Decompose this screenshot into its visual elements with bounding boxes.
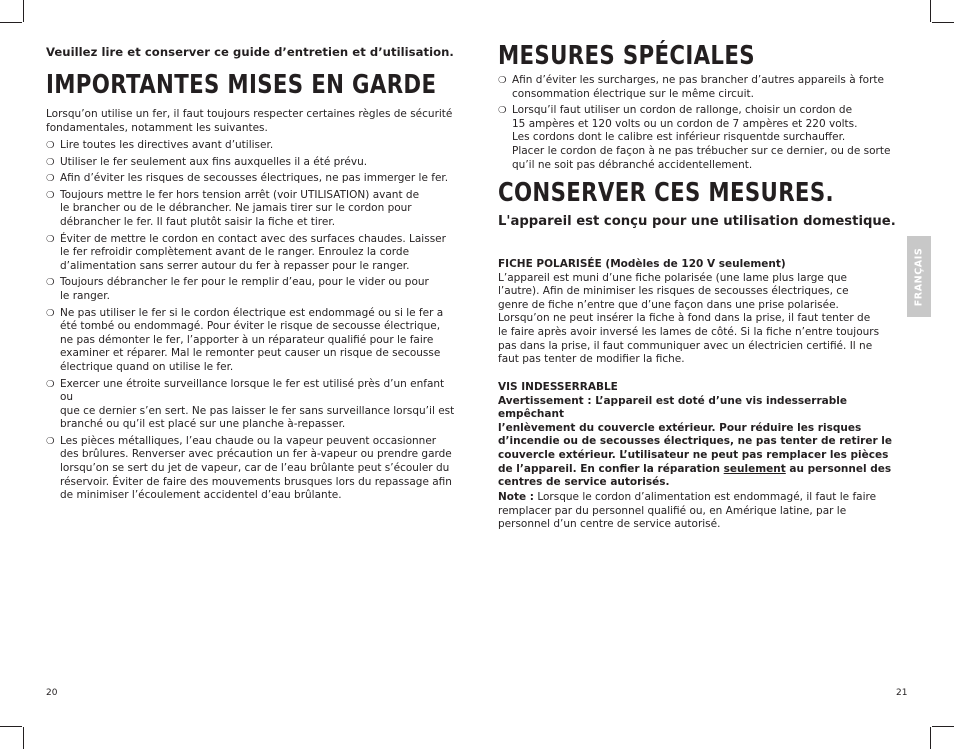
intro-line: Veuillez lire et conserver ce guide d’entretien et d’utilisation. — [46, 45, 454, 59]
list-item-line: réservoir. Éviter de faire des mouvements brusques lors du repassage afin — [60, 475, 452, 488]
list-item-line: été tombé ou endommagé. Pour éviter le risque de secousse électrique, — [60, 320, 441, 333]
list-item-line: ❍ Lire toutes les directives avant d’utiliser. — [60, 139, 274, 151]
list-item-line: ❍ Afin d’éviter les surcharges, ne pas brancher d’autres appareils à forte — [512, 74, 884, 86]
list-item-line: ❍ Exercer une étroite surveillance lorsque le fer est utilisé près d’un enfant ou — [60, 377, 445, 404]
list-item — [46, 172, 458, 186]
list-item-line: d’alimentation sans serrer autour du fer à repasser pour le ranger. — [60, 259, 410, 272]
list-item — [46, 435, 458, 503]
tamper-screw-line: de l’appareil. En confier la réparation seulement au personnel des — [498, 462, 892, 475]
polarized-plug-text — [498, 272, 896, 367]
text-line: Lorsqu’on ne peut insérer la fiche à fond dans la prise, il faut tenter de — [498, 312, 871, 325]
list-item-line: électrique quand on utilise le fer. — [60, 360, 234, 373]
list-item — [46, 156, 458, 170]
crop-mark — [932, 726, 954, 727]
crop-mark — [930, 0, 931, 22]
list-item-line: lorsqu’on se sert du jet de vapeur, car de l’eau brûlante peut s’écouler du — [60, 462, 450, 475]
list-item-line: ne pas démonter le fer, l’apporter à un réparateur qualifié pour le faire — [60, 333, 434, 346]
list-item-line: ❍ Éviter de mettre le cordon en contact avec des surfaces chaudes. Laisser — [60, 232, 446, 245]
crop-mark — [930, 727, 931, 749]
lead-paragraph: Lorsqu’on utilise un fer, il faut toujours respecter certaines règles de sécurité fondamentales, notamment les suivantes. — [46, 108, 453, 134]
list-item-line: Les cordons dont le calibre est inférieur risquentde surchauffer. — [512, 131, 846, 144]
crop-mark — [0, 22, 22, 23]
text-line: L’appareil est muni d’une fiche polarisée (une lame plus large que — [498, 271, 847, 284]
list-item — [46, 139, 458, 153]
list-item — [498, 74, 896, 101]
text-line: d’incendie ou de secousses électriques, ne pas tenter de retirer le — [498, 435, 893, 448]
list-item — [46, 307, 458, 375]
text-line: l’enlèvement du couvercle extérieur. Pour réduire les risques — [498, 421, 862, 434]
polarized-plug-section — [498, 258, 896, 367]
language-tab — [907, 236, 931, 317]
crop-mark — [932, 22, 954, 23]
crop-mark — [23, 0, 24, 22]
household-use-subheading: L'appareil est conçu pour une utilisation domestique. — [498, 214, 896, 229]
list-item-line: ❍ Afin d’éviter les risques de secousses électriques, ne pas immerger le fer. — [60, 172, 449, 185]
list-item-line: branché ou qu’il est placé sur une planche à-repasser. — [60, 418, 346, 431]
tamper-screw-title: VIS INDESSERRABLE — [498, 381, 618, 393]
list-item-line: ❍ Toujours débrancher le fer pour le remplir d’eau, pour le vider ou pour — [60, 276, 429, 289]
list-item-line: examiner et réparer. Mal le remonter peut causer un risque de secousse — [60, 347, 441, 360]
polarized-plug-title: FICHE POLARISÉE (Modèles de 120 V seulement) — [498, 258, 786, 270]
list-item-line: ❍ Ne pas utiliser le fer si le cordon électrique est endommagé ou si le fer a — [60, 306, 444, 319]
crop-mark — [23, 727, 24, 749]
note-text — [498, 505, 896, 532]
note-section — [498, 491, 896, 532]
list-item-line: ❍ Utiliser le fer seulement aux fins auxquelles il a été prévu. — [60, 155, 368, 168]
list-item-line: ❍ Lorsqu’il faut utiliser un cordon de rallonge, choisir un cordon de — [512, 104, 853, 117]
list-item-line: 15 ampères et 120 volts ou un cordon de 7 ampères et 220 volts. — [512, 117, 858, 130]
list-item-line: que ce dernier s’en sert. Ne pas laisser le fer sans surveillance lorsqu’il est — [60, 404, 455, 417]
note-line: Note : Lorsque le cordon d’alimentation est endommagé, il faut le faire — [498, 491, 877, 503]
list-item-line: de minimiser l’écoulement accidentel d’eau brûlante. — [60, 489, 342, 502]
keep-instructions-heading: CONSERVER CES MESURES. — [498, 178, 834, 208]
list-item-line: le ranger. — [60, 289, 110, 302]
text-line: personnel d’un centre de service autorisé. — [498, 518, 721, 531]
text-line: pas dans la prise, il faut communiquer avec un électricien certifié. Il ne — [498, 339, 873, 352]
list-item-line: ❍ Toujours mettre le fer hors tension arrêt (voir UTILISATION) avant de — [60, 188, 420, 201]
tamper-screw-section — [498, 381, 896, 490]
crop-mark — [0, 726, 22, 727]
list-item-line: consommation électrique sur le même circuit. — [512, 87, 754, 100]
language-tab-label: FRANÇAIS — [913, 247, 925, 306]
list-item-line: le brancher ou de le débrancher. Ne jamais tirer sur le cordon pour — [60, 202, 412, 215]
list-item — [46, 378, 458, 432]
list-item-line: Placer le cordon de façon à ne pas trébucher sur ce dernier, ou de sorte — [512, 144, 891, 157]
safeguards-list — [46, 139, 458, 506]
page-number-right: 21 — [896, 688, 908, 698]
text-line: faut pas tenter de modifier la fiche. — [498, 353, 685, 366]
text-line: couvercle extérieur. L’utilisateur ne peut pas remplacer les pièces — [498, 448, 889, 461]
tamper-screw-line: centres de service autorisés. — [498, 476, 670, 489]
special-measures-list — [498, 74, 896, 175]
underlined-word: seulement — [723, 462, 786, 475]
list-item-line: qu’il ne soit pas débranché accidentellement. — [512, 158, 753, 171]
list-item-line: le fer refroidir complètement avant de le ranger. Enroulez la corde — [60, 246, 410, 259]
text-line: genre de fiche n’entre que d’une façon dans une prise polarisée. — [498, 298, 839, 311]
note-label: Note : — [498, 491, 534, 503]
text-line: l’autre). Afin de minimiser les risques de secousses électriques, ce — [498, 285, 849, 298]
list-item — [46, 233, 458, 274]
text-line: Avertissement : L’appareil est doté d’une vis indesserrable empêchant — [498, 394, 847, 421]
safeguards-heading: IMPORTANTES MISES EN GARDE — [46, 70, 437, 100]
list-item — [46, 189, 458, 230]
list-item — [498, 104, 896, 172]
list-item-line: débrancher le fer. Il faut plutôt saisir la fiche et tirer. — [60, 215, 336, 228]
list-item-line: ❍ Les pièces métalliques, l’eau chaude ou la vapeur peuvent occasionner — [60, 434, 437, 447]
text-line: remplacer par du personnel qualifié ou, en Amérique latine, par le — [498, 504, 847, 517]
tamper-screw-text — [498, 395, 896, 463]
list-item — [46, 276, 458, 303]
text-line: le faire après avoir inversé les lames de côté. Si la fiche n’entre toujours — [498, 325, 880, 338]
list-item-line: des brûlures. Renverser avec précaution un fer à-vapeur ou prendre garde — [60, 448, 452, 461]
page-number-left: 20 — [46, 688, 58, 698]
special-measures-heading: MESURES SPÉCIALES — [498, 41, 755, 71]
